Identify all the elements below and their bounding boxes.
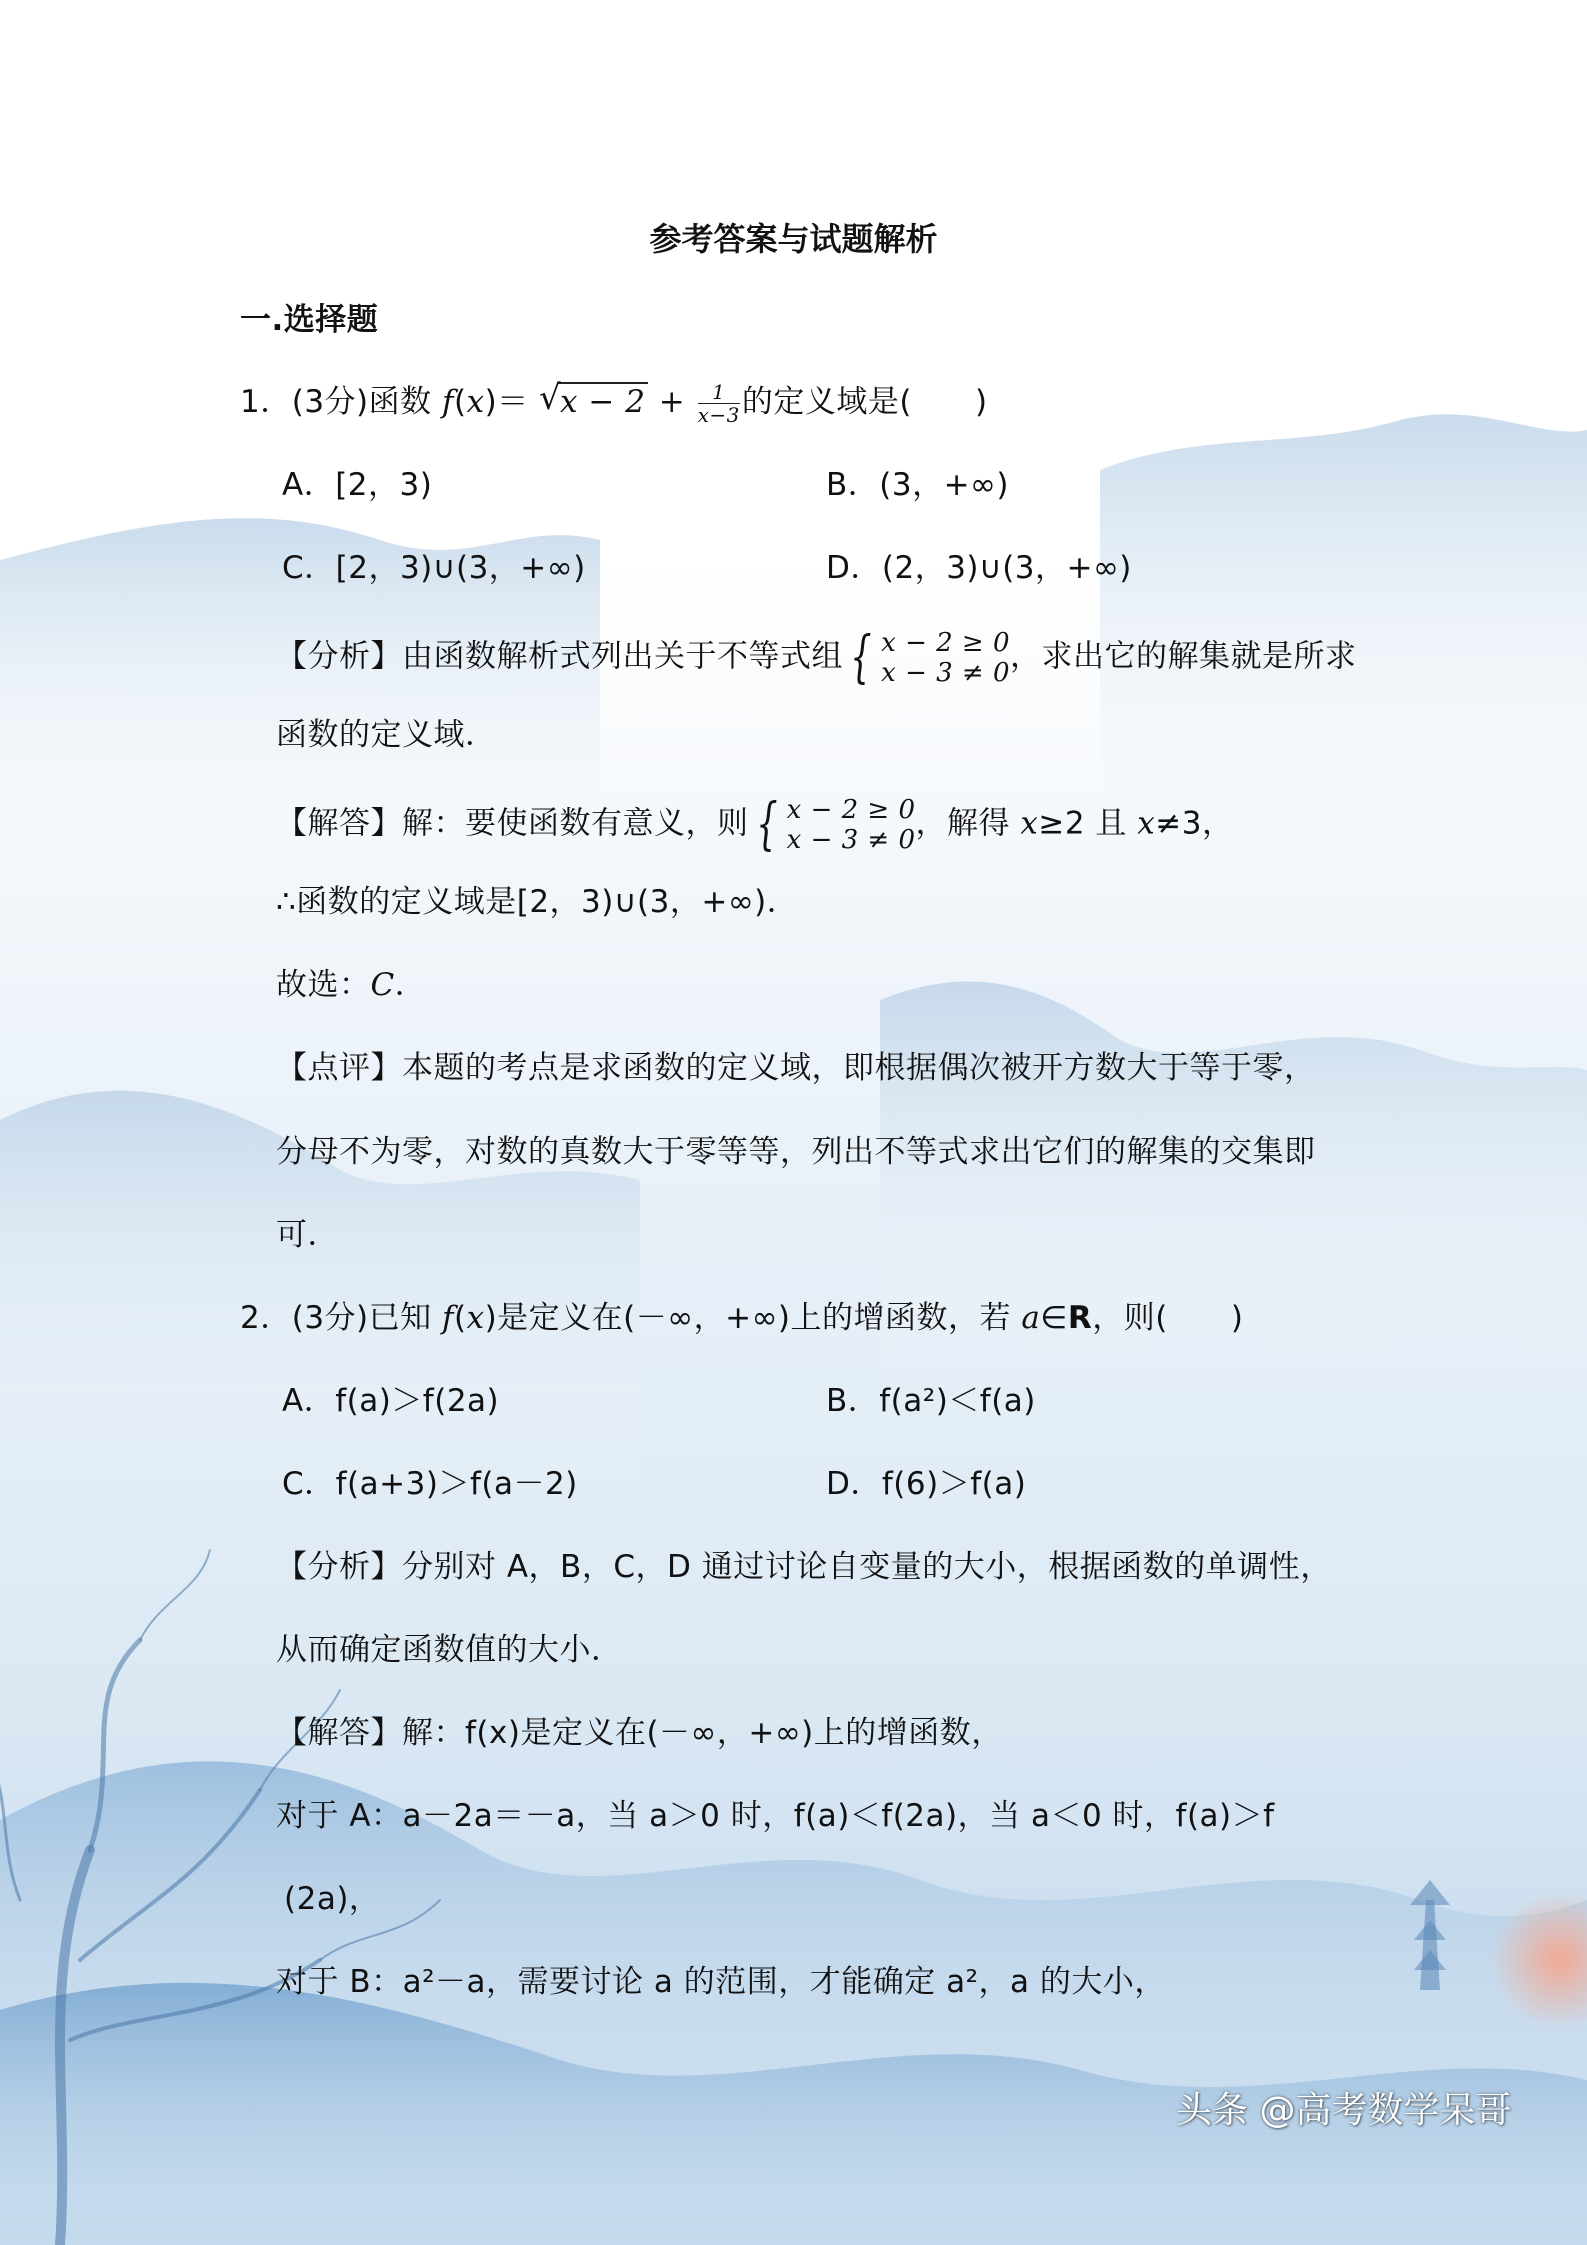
q1-frac-num: 1 xyxy=(698,381,740,404)
q2-text: )是定义在(－∞，+∞)上的增函数，若 xyxy=(484,1300,1022,1336)
q2-func-name: f xyxy=(442,1300,454,1336)
q1-solution-line-2: ∴函数的定义域是[2，3)∪(3，+∞)． xyxy=(276,884,799,920)
q2-solution-line-2: 对于 A：a－2a＝－a，当 a＞0 时，f(a)＜f(2a)，当 a＜0 时，f(a)＞f xyxy=(276,1798,1275,1834)
q1-analysis-prefix: 【分析】由函数解析式列出关于不等式组 xyxy=(276,638,843,675)
q1-fraction xyxy=(698,381,740,426)
q1-choice-prefix: 故选： xyxy=(276,967,371,1003)
q1-sqrt: √ x − 2 xyxy=(539,380,648,424)
q1-analysis xyxy=(276,625,1357,690)
q2-option-a: A．f(a)＞f(2a) xyxy=(282,1383,500,1419)
q1-sol-row-1: x − 2 ≥ 0 xyxy=(786,795,916,825)
q1-choice xyxy=(276,963,426,1007)
q1-comment-line-2: 分母不为零，对数的真数大于零等等，列出不等式求出它们的解集的交集即 xyxy=(276,1134,1316,1170)
q2-reals: R xyxy=(1067,1300,1093,1336)
q2-param: a xyxy=(1021,1300,1041,1336)
q2-tail: ，则( ) xyxy=(1092,1300,1244,1336)
q1-sol-x1: x xyxy=(1020,805,1039,842)
q1-sys-row-1: x − 2 ≥ 0 xyxy=(881,628,1011,658)
q1-sol-ge: ≥2 且 xyxy=(1038,805,1138,842)
q1-variable: x xyxy=(466,384,485,420)
section-heading: 一.选择题 xyxy=(240,302,379,338)
q1-comment-line-1: 【点评】本题的考点是求函数的定义域，即根据偶次被开方数大于等于零， xyxy=(276,1050,1316,1086)
q1-sol-ne: ≠3， xyxy=(1155,805,1234,842)
q1-option-b: B．(3，+∞) xyxy=(826,467,1009,503)
q2-solution-line-3: (2a)， xyxy=(284,1881,381,1917)
q1-sol-row-2: x − 3 ≠ 0 xyxy=(786,825,916,855)
question-2-stem: 2．(3分)已知 f(x)是定义在(－∞，+∞)上的增函数，若 a∈R，则( ) xyxy=(240,1300,1244,1336)
question-1-stem xyxy=(240,380,988,426)
q1-analysis-line-2: 函数的定义域． xyxy=(276,717,497,753)
q2-analysis-line-2: 从而确定函数值的大小． xyxy=(276,1632,623,1668)
q1-analysis-suffix: ，求出它的解集就是所求 xyxy=(1010,638,1357,675)
q2-in: ∈ xyxy=(1040,1300,1068,1336)
q1-choice-letter: C xyxy=(370,967,395,1003)
q2-solution-line-4: 对于 B：a²－a，需要讨论 a 的范围，才能确定 a²，a 的大小， xyxy=(276,1964,1166,2000)
q1-sys-row-2: x − 3 ≠ 0 xyxy=(881,658,1011,688)
q2-variable: x xyxy=(466,1300,485,1336)
q1-solution-mid: ，解得 xyxy=(915,805,1021,842)
q2-option-c: C．f(a+3)＞f(a－2) xyxy=(282,1466,578,1502)
page-title: 参考答案与试题解析 xyxy=(649,220,938,258)
q1-comment-line-3: 可． xyxy=(276,1217,339,1253)
q1-plus: + xyxy=(658,384,686,420)
q1-sqrt-body: x − 2 xyxy=(557,382,648,420)
q1-option-a: A．[2，3) xyxy=(282,467,433,503)
q1-solution-prefix: 【解答】解：要使函数有意义，则 xyxy=(276,805,749,842)
q1-func-name: f xyxy=(442,384,454,420)
q1-solution xyxy=(276,792,1234,857)
watermark: 头条 @高考数学呆哥 xyxy=(1176,2090,1512,2131)
q2-analysis-line-1: 【分析】分别对 A，B，C，D 通过讨论自变量的大小，根据函数的单调性， xyxy=(276,1549,1332,1585)
q1-option-d: D．(2，3)∪(3，+∞) xyxy=(826,550,1132,586)
q1-inequality-system: { x − 2 ≥ 0 x − 3 ≠ 0 xyxy=(850,625,1011,690)
q1-equals: )＝ xyxy=(484,384,529,420)
q1-sol-x2: x xyxy=(1137,805,1156,842)
q2-option-d: D．f(6)＞f(a) xyxy=(826,1466,1027,1502)
q2-solution-line-1: 【解答】解：f(x)是定义在(－∞，+∞)上的增函数， xyxy=(276,1715,1003,1751)
q1-solution-system: { x − 2 ≥ 0 x − 3 ≠ 0 xyxy=(755,792,916,857)
q1-choice-suffix: ． xyxy=(394,967,427,1003)
q1-tail: 的定义域是( ) xyxy=(741,384,988,420)
q1-number: 1．(3分)函数 xyxy=(240,384,442,420)
q2-option-b: B．f(a²)＜f(a) xyxy=(826,1383,1036,1419)
q1-frac-den: x−3 xyxy=(697,403,740,427)
q2-number: 2．(3分)已知 xyxy=(240,1300,442,1336)
q1-lparen: ( xyxy=(453,384,467,420)
q1-option-c: C．[2，3)∪(3，+∞) xyxy=(282,550,586,586)
